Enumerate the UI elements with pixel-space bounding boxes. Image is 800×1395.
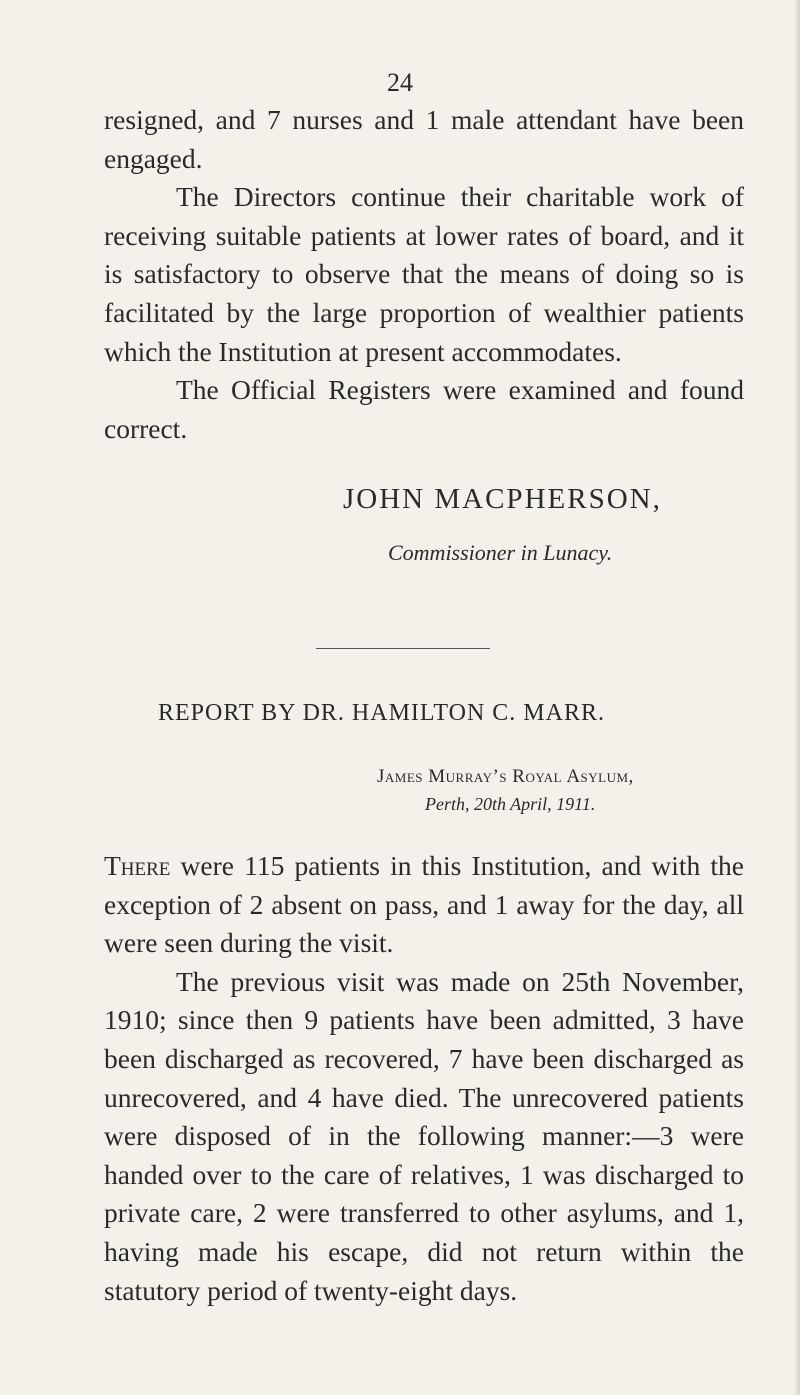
report-heading: REPORT BY DR. HAMILTON C. MARR. (158, 700, 605, 726)
paragraph-patients (104, 847, 744, 963)
paragraph-directors: The Directors continue their charitable work of receiving suitable patients at lower rates of board, and it is satisfactory to observe that the means of doing so is facilitated by the large proportion of wealthier patients which the Institution at present accommodates. (104, 181, 744, 367)
commissioner-section (104, 101, 744, 448)
paragraph-previous-visit: The previous visit was made on 25th November, 1910; since then 9 patients have been admitted, 3 have been discharged as recovered, 7 have been discharged as unrecovered, and 4 have died. The unrecovered patients were disposed of in the following manner:—3 were handed over to the care of relatives, 1 was discharged to private care, 2 were transferred to other asylums, and 1, having made his escape, did not return within the statutory period of twenty-eight days. (104, 965, 744, 1306)
signature-name: JOHN MACPHERSON, (343, 483, 662, 515)
paragraph-patients-text: were 115 patients in this Institution, and with the exception of 2 absent on pass, and 1 away for the day, all were seen during the visit. (104, 850, 744, 959)
place-date: Perth, 20th April, 1911. (425, 794, 596, 814)
page-edge-shadow (794, 0, 800, 1395)
first-word: There (104, 850, 171, 881)
paragraph-resigned: resigned, and 7 nurses and 1 male attendant have been engaged. (104, 104, 744, 174)
page-number: 24 (387, 68, 413, 97)
section-divider (316, 648, 490, 649)
institution-name: James Murray’s Royal Asylum, (377, 766, 634, 787)
report-body (104, 847, 744, 1310)
signature-title: Commissioner in Lunacy. (388, 540, 613, 565)
paragraph-registers: The Official Registers were examined and found correct. (104, 374, 744, 444)
